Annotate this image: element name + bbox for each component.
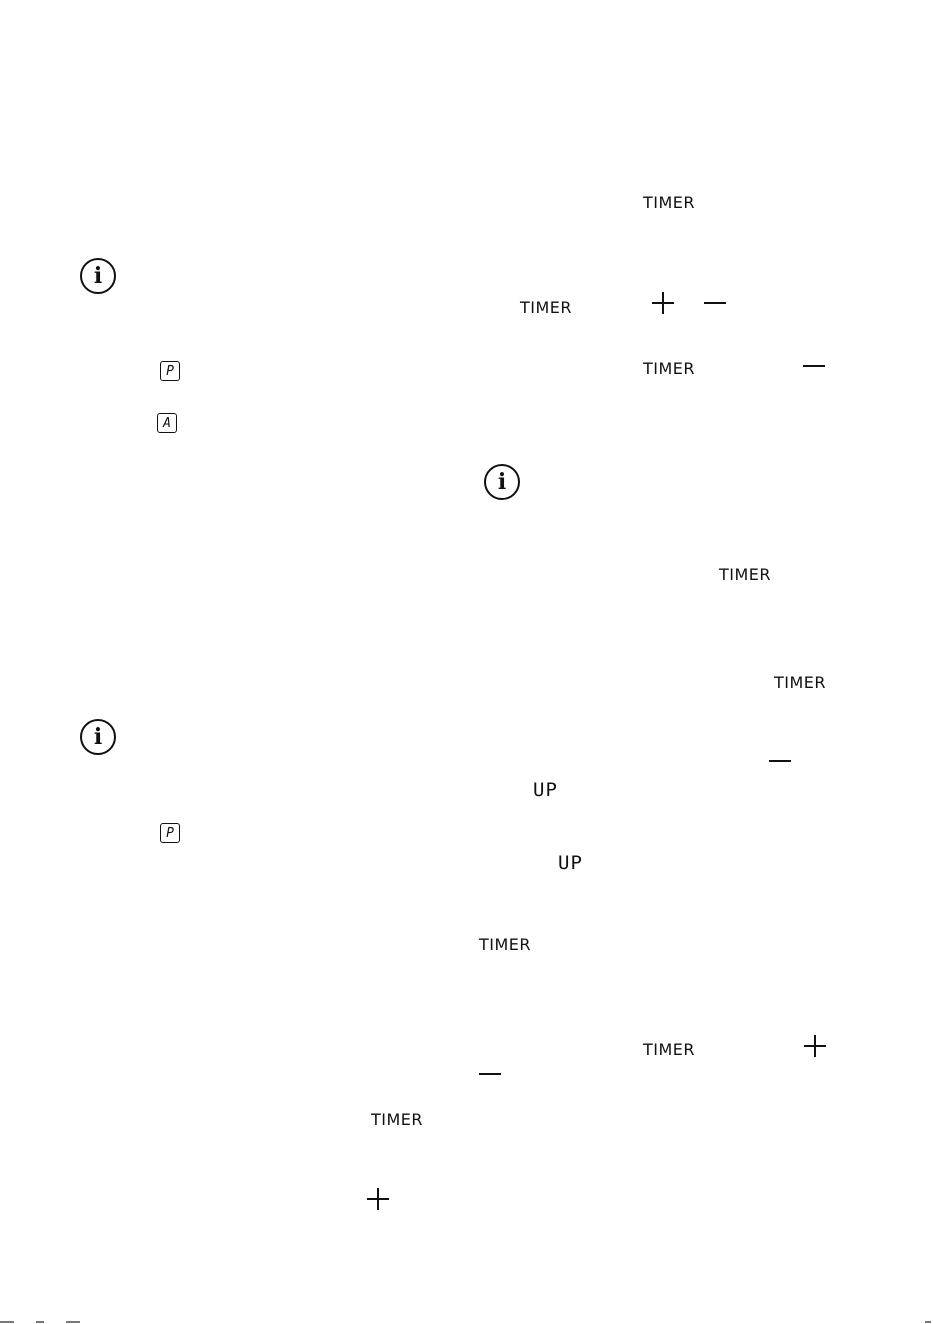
timer-label: TIMER (643, 359, 696, 378)
timer-label: TIMER (643, 1040, 696, 1059)
timer-label: TIMER (479, 935, 532, 954)
minus-icon (769, 760, 791, 762)
timer-label: TIMER (520, 298, 573, 317)
up-display-icon: UP (558, 852, 583, 874)
up-display-icon: UP (533, 779, 558, 801)
pause-display-icon: P (160, 823, 180, 843)
timer-label: TIMER (643, 193, 696, 212)
info-icon: i (484, 464, 520, 500)
plus-icon (367, 1188, 389, 1210)
info-icon: i (80, 719, 116, 755)
minus-icon (704, 302, 726, 304)
plus-icon (804, 1035, 826, 1057)
timer-label: TIMER (371, 1110, 424, 1129)
minus-icon (803, 365, 825, 367)
pause-display-icon: P (160, 361, 180, 381)
info-icon: i (80, 258, 116, 294)
plus-icon (652, 292, 674, 314)
minus-icon (479, 1073, 501, 1075)
timer-label: TIMER (774, 673, 827, 692)
page-bottom-marks (0, 1318, 933, 1324)
auto-display-icon: A (157, 413, 177, 433)
timer-label: TIMER (719, 565, 772, 584)
